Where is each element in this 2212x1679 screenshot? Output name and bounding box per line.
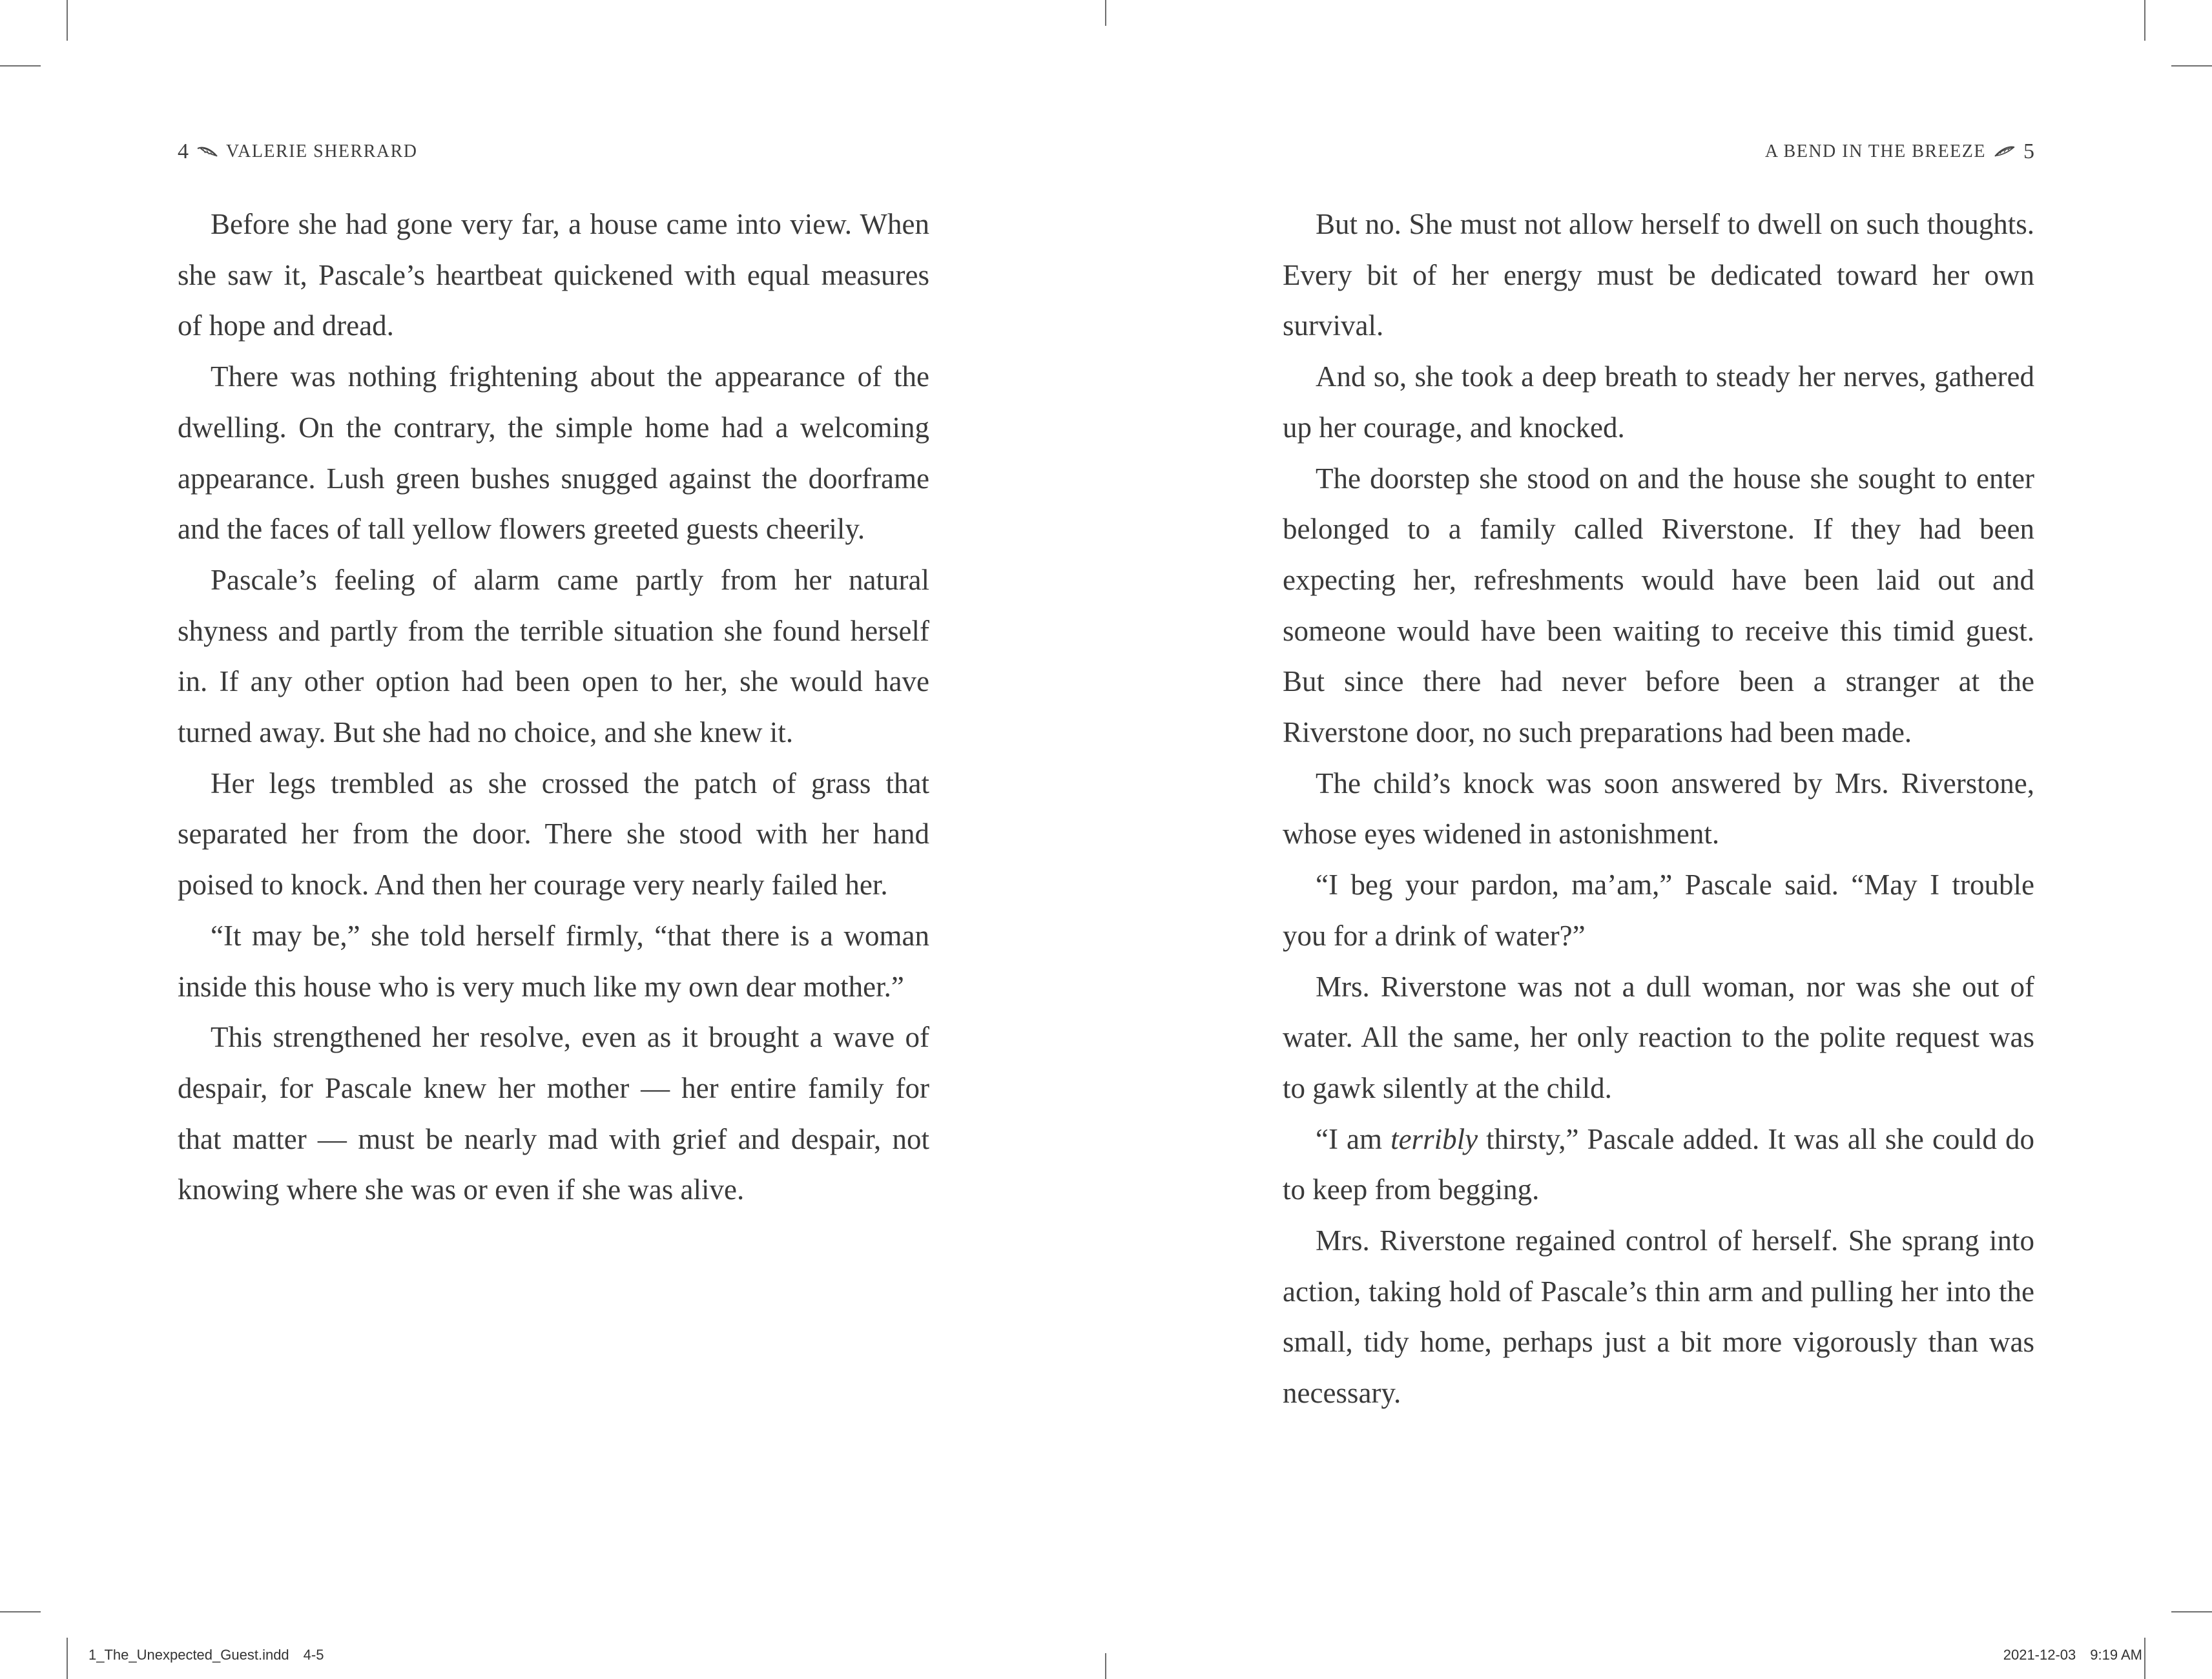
crop-mark-left-upper	[0, 65, 41, 67]
paragraph: And so, she took a deep breath to steady her nerves, gathered up her courage, and knocked.	[1283, 360, 2034, 444]
slug-timestamp	[2003, 1647, 2142, 1664]
crop-mark-top-left	[67, 0, 68, 41]
author-name: VALERIE SHERRARD	[226, 141, 418, 161]
slug-file-info	[88, 1647, 324, 1664]
crop-mark-left-lower	[0, 1611, 41, 1612]
left-page-body	[178, 199, 929, 1215]
paragraph: But no. She must not allow herself to dwell on such thoughts. Every bit of her energy must be dedicated toward her own survival.	[1283, 208, 2034, 342]
book-title: A BEND IN THE BREEZE	[1764, 141, 1986, 161]
paragraph: “It may be,” she told herself firmly, “that there is a woman inside this house who is very much like my own dear mother.”	[178, 919, 929, 1003]
paragraph: Her legs trembled as she crossed the patch of grass that separated her from the door. There she stood with her hand poised to knock. And then her courage very nearly failed her.	[178, 767, 929, 901]
paragraph: Mrs. Riverstone regained control of herself. She sprang into action, taking hold of Pascale’s thin arm and pulling her into the small, tidy home, perhaps just a bit more vigorously than was necessary.	[1283, 1224, 2034, 1410]
paragraph: Before she had gone very far, a house came into view. When she saw it, Pascale’s heartbeat quickened with equal measures of hope and dread.	[178, 208, 929, 342]
paragraph: Pascale’s feeling of alarm came partly from her natural shyness and partly from the terrible situation she found herself in. If any other option had been open to her, she would have turned away. But she had no choice, and she knew it.	[178, 563, 929, 749]
slug-date: 2021-12-03	[2003, 1647, 2076, 1663]
leaf-ornament-icon	[196, 145, 218, 159]
paragraph-text-after-emphasis: thirsty,” Pascale added. It was all she could do to keep from begging.	[1283, 1122, 2034, 1206]
crop-mark-right-upper	[2171, 65, 2212, 67]
paragraph	[1283, 1114, 2034, 1215]
running-head-right	[1765, 139, 2034, 164]
paragraph: “I beg your pardon, ma’am,” Pascale said. “May I trouble you for a drink of water?”	[1283, 869, 2034, 952]
right-page-body	[1283, 199, 2034, 1419]
emphasized-word: terribly	[1390, 1122, 1478, 1155]
fold-mark-top	[1105, 0, 1106, 26]
fold-mark-bottom	[1105, 1653, 1106, 1679]
slug-filename: 1_The_Unexpected_Guest.indd	[88, 1647, 289, 1663]
paragraph: The doorstep she stood on and the house she sought to enter belonged to a family called Riverstone. If they had been expecting her, refreshments would have been laid out and someone would have been waiting to receive this timid guest. But since there had never before been a stranger at the Riverstone door, no such preparations had been made.	[1283, 462, 2034, 749]
leaf-ornament-icon	[1994, 145, 2016, 159]
paragraph: This strengthened her resolve, even as it brought a wave of despair, for Pascale knew her mother — her entire family for that matter — must be nearly mad with grief and despair, not knowing where she was or even if she was alive.	[178, 1021, 929, 1206]
paragraph: Mrs. Riverstone was not a dull woman, nor was she out of water. All the same, her only reaction to the polite request was to gawk silently at the child.	[1283, 970, 2034, 1104]
paragraph: There was nothing frightening about the appearance of the dwelling. On the contrary, the simple home had a welcoming appearance. Lush green bushes snugged against the doorframe and the faces of tall yellow flowers greeted guests cheerily.	[178, 360, 929, 546]
crop-mark-top-right	[2144, 0, 2145, 41]
crop-mark-bottom-left	[67, 1638, 68, 1679]
paragraph: The child’s knock was soon answered by Mrs. Riverstone, whose eyes widened in astonishment.	[1283, 767, 2034, 850]
page-number-right: 5	[2023, 139, 2034, 163]
paragraph-text-before-emphasis: “I am	[1316, 1122, 1391, 1155]
crop-mark-bottom-right	[2144, 1638, 2145, 1679]
slug-time: 9:19 AM	[2090, 1647, 2142, 1663]
running-head-left	[178, 139, 418, 164]
page-number-left: 4	[178, 139, 189, 163]
slug-pages: 4-5	[303, 1647, 324, 1663]
crop-mark-right-lower	[2171, 1611, 2212, 1612]
